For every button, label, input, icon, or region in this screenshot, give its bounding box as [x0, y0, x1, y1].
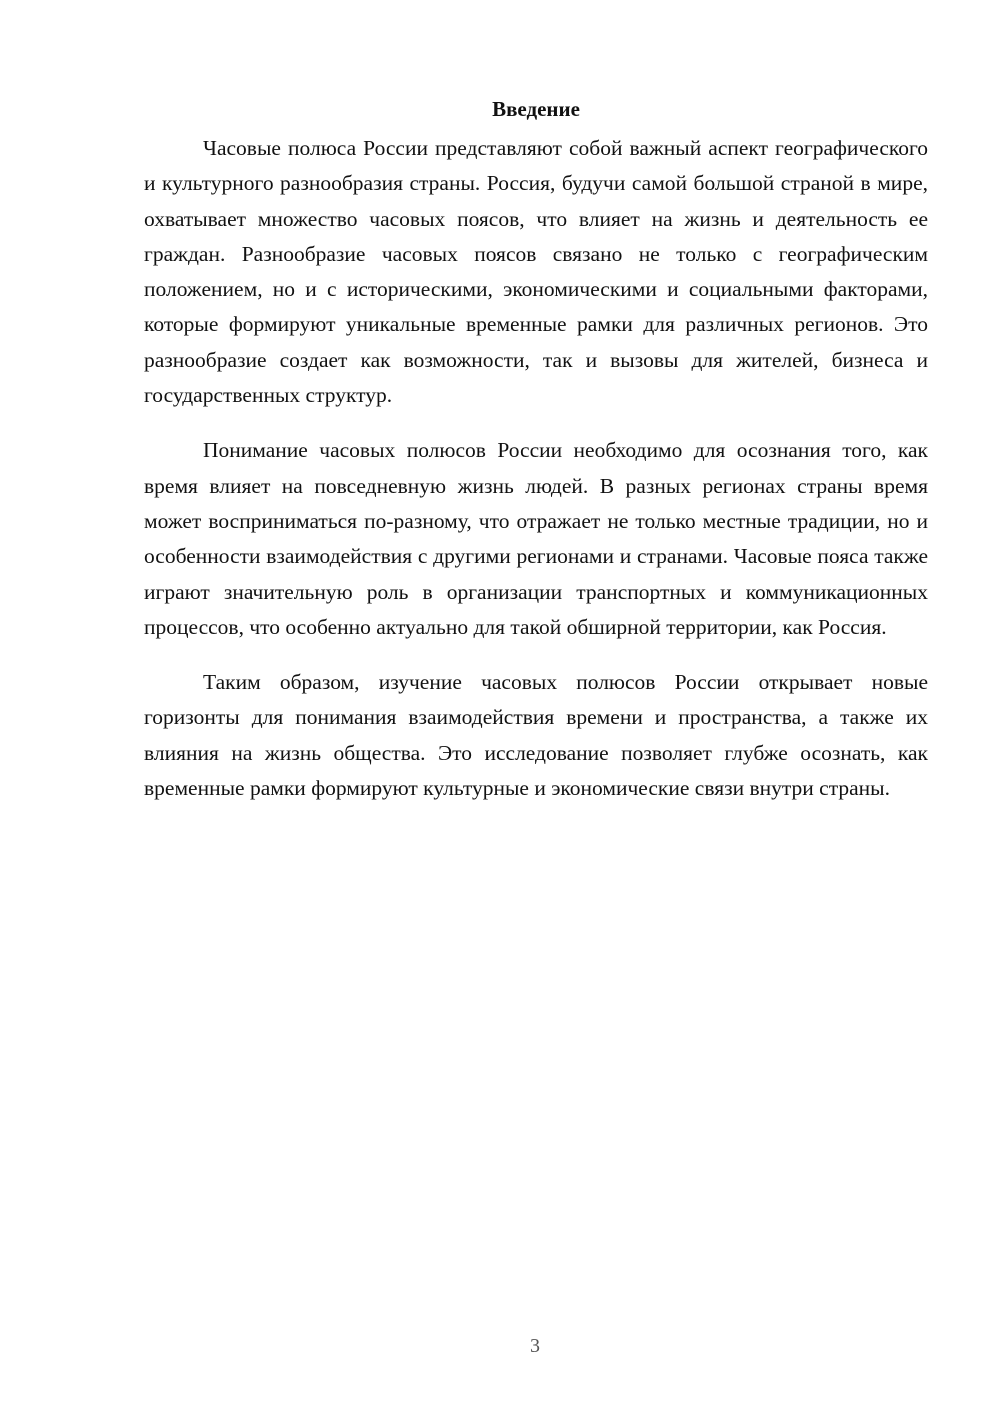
- page-content: [144, 92, 928, 826]
- paragraph-1: Часовые полюса России представляют собой важный аспект географического и культурного разнообразия страны. Россия, будучи самой большой страной в мире, охватывает множество часовых поясов, что влияет на жизнь и деятельность ее граждан. Разнообразие часовых поясов связано не только с географическим положением, но и с историческими, экономическими и социальными факторами, которые формируют уникальные временные рамки для различных регионов. Это разнообразие создает как возможности, так и вызовы для жителей, бизнеса и государственных структур.: [144, 136, 928, 408]
- paragraph-2: Понимание часовых полюсов России необходимо для осознания того, как время влияет на повседневную жизнь людей. В разных регионах страны время может восприниматься по-разному, что отражает не только местные традиции, но и особенности взаимодействия с другими регионами и странами. Часовые пояса также играют значительную роль в организации транспортных и коммуникационных процессов, что особенно актуально для такой обширной территории, как Россия.: [144, 438, 928, 639]
- paragraph-3: Таким образом, изучение часовых полюсов России открывает новые горизонты для понимания взаимодействия времени и пространства, а также их влияния на жизнь общества. Это исследование позволяет глубже осознать, как временные рамки формируют культурные и экономические связи внутри страны.: [144, 670, 928, 801]
- section-title: Введение: [492, 97, 580, 121]
- page-number: 3: [530, 1335, 540, 1357]
